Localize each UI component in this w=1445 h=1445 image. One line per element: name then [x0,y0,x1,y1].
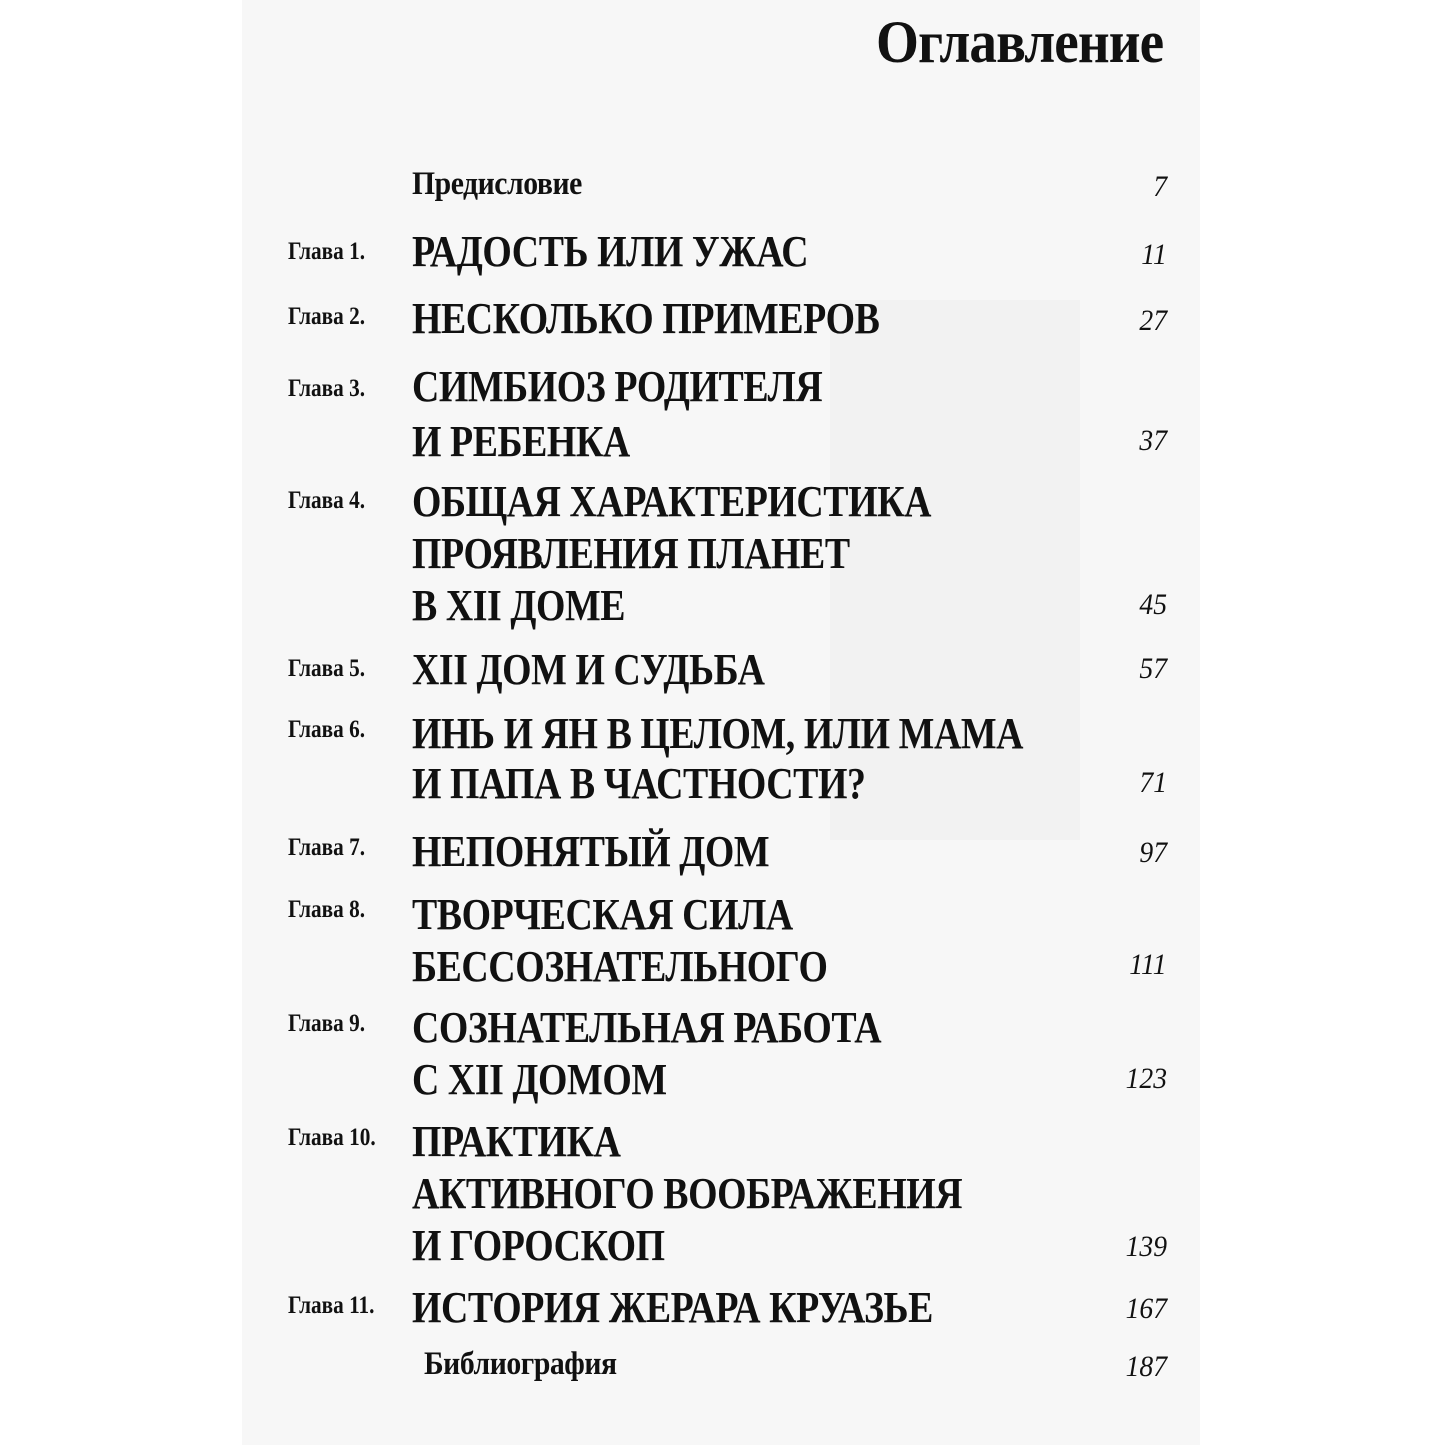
chapter-label: Глава 2. [288,303,366,330]
toc-entry-title: ПРАКТИКА [412,1117,621,1166]
toc-entry-title-continued: И РЕБЕНКА [412,417,630,466]
toc-page-number: 45 [1139,588,1167,621]
page-title: Оглавление [875,9,1163,75]
toc-entry-title: НЕСКОЛЬКО ПРИМЕРОВ [412,294,880,343]
chapter-label: Глава 4. [288,487,366,514]
chapter-label: Глава 7. [288,834,366,861]
toc-entry-title: НЕПОНЯТЫЙ ДОМ [412,827,770,876]
toc-page-number: 37 [1139,424,1167,457]
toc-entry-title: XII ДОМ И СУДЬБА [412,645,765,694]
toc-page-number: 71 [1139,766,1167,799]
toc-page-number: 11 [1141,238,1167,271]
show-through-illustration [830,300,1080,840]
chapter-label: Глава 1. [288,238,366,265]
toc-entry-title-continued: ПРОЯВЛЕНИЯ ПЛАНЕТ [412,529,850,578]
toc-entry-title-continued: С XII ДОМОМ [412,1055,667,1104]
toc-entry-title: ИСТОРИЯ ЖЕРАРА КРУАЗЬЕ [412,1283,933,1332]
toc-entry-title-continued: АКТИВНОГО ВООБРАЖЕНИЯ [412,1169,963,1218]
chapter-label: Глава 6. [288,716,366,743]
toc-page-number: 7 [1153,170,1167,203]
toc-page-number: 97 [1139,836,1167,869]
chapter-label: Глава 3. [288,375,366,402]
toc-entry-title: ИНЬ И ЯН В ЦЕЛОМ, ИЛИ МАМА [412,709,1024,758]
chapter-label: Глава 11. [288,1292,375,1319]
toc-entry-title: ТВОРЧЕСКАЯ СИЛА [412,890,793,939]
toc-page-number: 187 [1125,1350,1167,1383]
chapter-label: Глава 9. [288,1010,366,1037]
toc-entry-title: СОЗНАТЕЛЬНАЯ РАБОТА [412,1003,882,1052]
toc-entry-title-continued: В XII ДОМЕ [412,581,626,630]
toc-entry-title-continued: И ГОРОСКОП [412,1221,665,1270]
toc-entry-title: Библиография [424,1346,617,1382]
toc-entry-title-continued: И ПАПА В ЧАСТНОСТИ? [412,759,866,808]
toc-entry-title: СИМБИОЗ РОДИТЕЛЯ [412,362,823,411]
toc-page-number: 123 [1125,1062,1167,1095]
toc-page-number: 57 [1139,652,1167,685]
toc-entry-title: Предисловие [412,166,582,202]
toc-page-number: 167 [1125,1292,1167,1325]
toc-entry-title: РАДОСТЬ ИЛИ УЖАС [412,227,809,276]
toc-page-number: 27 [1139,304,1167,337]
toc-page-number: 139 [1125,1230,1167,1263]
toc-entry-title: ОБЩАЯ ХАРАКТЕРИСТИКА [412,477,932,526]
chapter-label: Глава 5. [288,655,366,682]
toc-page-number: 111 [1129,948,1167,981]
chapter-label: Глава 10. [288,1124,376,1151]
toc-entry-title-continued: БЕССОЗНАТЕЛЬНОГО [412,942,828,991]
chapter-label: Глава 8. [288,896,366,923]
